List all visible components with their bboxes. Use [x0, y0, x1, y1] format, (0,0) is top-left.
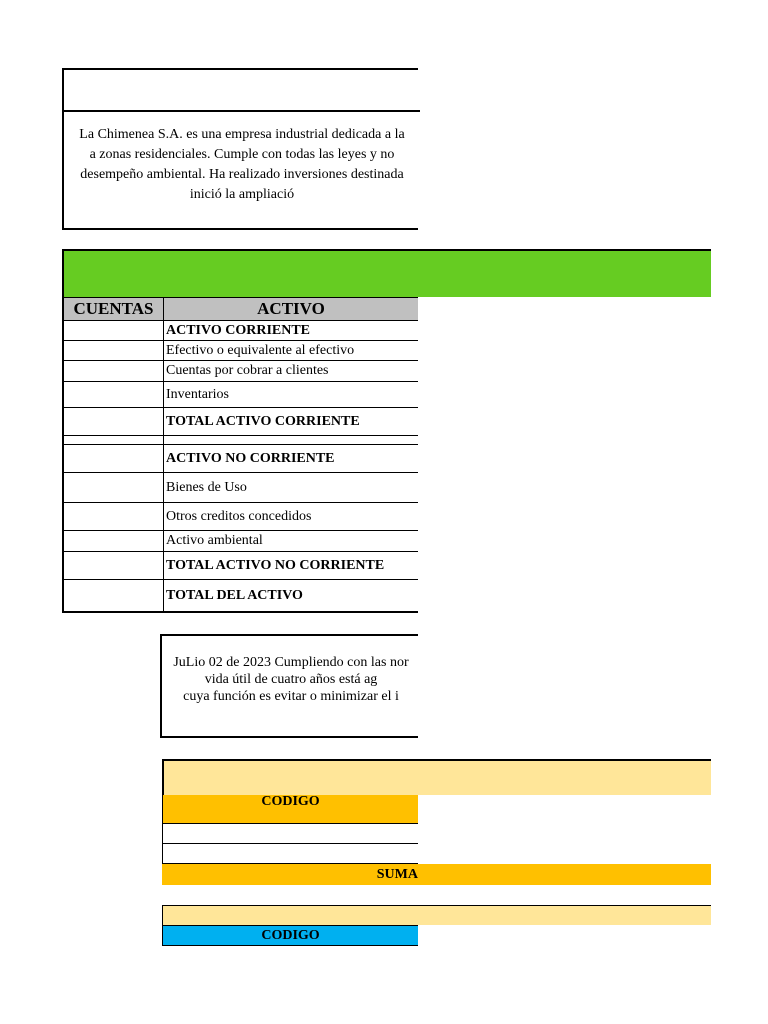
note-box — [160, 634, 418, 738]
cuentas-cell[interactable] — [64, 321, 164, 340]
table-header-row — [64, 297, 418, 321]
account-label: Otros creditos concedidos — [166, 508, 312, 524]
codigo-input-row[interactable] — [162, 844, 418, 864]
table-row[interactable] — [64, 503, 418, 531]
activo-header: ACTIVO — [257, 299, 325, 318]
table-row[interactable] — [64, 321, 418, 341]
cuentas-cell[interactable] — [64, 552, 164, 579]
balance-table — [62, 297, 418, 613]
suma-label: SUMA — [376, 867, 418, 882]
codigo-header: CODIGO — [162, 795, 418, 824]
intro-line: a zonas residenciales. Cumple con todas las leyes y no — [89, 147, 395, 162]
cuentas-cell[interactable] — [64, 473, 164, 502]
table-row[interactable] — [64, 473, 418, 503]
note-line: JuLio 02 de 2023 Cumpliendo con las nor — [173, 655, 409, 670]
cuentas-cell[interactable] — [64, 361, 164, 381]
account-label: Bienes de Uso — [166, 479, 247, 495]
pale-yellow-banner — [162, 905, 711, 925]
cuentas-cell[interactable] — [64, 445, 164, 472]
codigo-input-row[interactable] — [162, 824, 418, 844]
cuentas-cell[interactable] — [64, 382, 164, 407]
note-text — [162, 654, 420, 705]
account-label: TOTAL ACTIVO CORRIENTE — [166, 413, 360, 429]
note-line: cuya función es evitar o minimizar el i — [183, 689, 399, 704]
intro-line: inició la ampliació — [189, 187, 295, 202]
intro-line: desempeño ambiental. Ha realizado inversiones destinada — [80, 167, 404, 182]
green-title-banner — [62, 249, 711, 297]
cuentas-cell[interactable] — [64, 408, 164, 435]
table-row[interactable] — [64, 580, 418, 611]
table-row[interactable] — [64, 408, 418, 436]
pale-yellow-banner — [162, 759, 711, 795]
cuentas-cell[interactable] — [64, 341, 164, 360]
account-label: Efectivo o equivalente al efectivo — [166, 342, 355, 358]
table-row[interactable] — [64, 552, 418, 580]
cuentas-cell[interactable] — [64, 436, 164, 444]
account-label: TOTAL DEL ACTIVO — [166, 587, 303, 603]
cuentas-cell[interactable] — [64, 580, 164, 611]
account-label: Activo ambiental — [166, 533, 263, 548]
intro-text — [64, 125, 420, 205]
codigo-header: CODIGO — [162, 925, 418, 946]
account-label — [164, 436, 418, 444]
account-label: Cuentas por cobrar a clientes — [166, 363, 329, 378]
table-row[interactable] — [64, 341, 418, 361]
intro-line: La Chimenea S.A. es una empresa industrial dedicada a la — [79, 127, 405, 142]
cuentas-cell[interactable] — [64, 531, 164, 551]
table-row[interactable] — [64, 436, 418, 445]
account-label: TOTAL ACTIVO NO CORRIENTE — [166, 557, 385, 573]
cuentas-cell[interactable] — [64, 503, 164, 530]
table-row[interactable] — [64, 361, 418, 382]
account-label: Inventarios — [166, 386, 229, 402]
table-row[interactable] — [64, 531, 418, 552]
cuentas-header: CUENTAS — [64, 298, 164, 320]
account-label: ACTIVO CORRIENTE — [166, 322, 311, 338]
intro-title-cell — [64, 70, 420, 112]
note-line: vida útil de cuatro años está ag — [204, 672, 378, 687]
table-row[interactable] — [64, 382, 418, 408]
account-label: ACTIVO NO CORRIENTE — [166, 450, 335, 466]
table-row[interactable] — [64, 445, 418, 473]
intro-box — [62, 68, 418, 230]
